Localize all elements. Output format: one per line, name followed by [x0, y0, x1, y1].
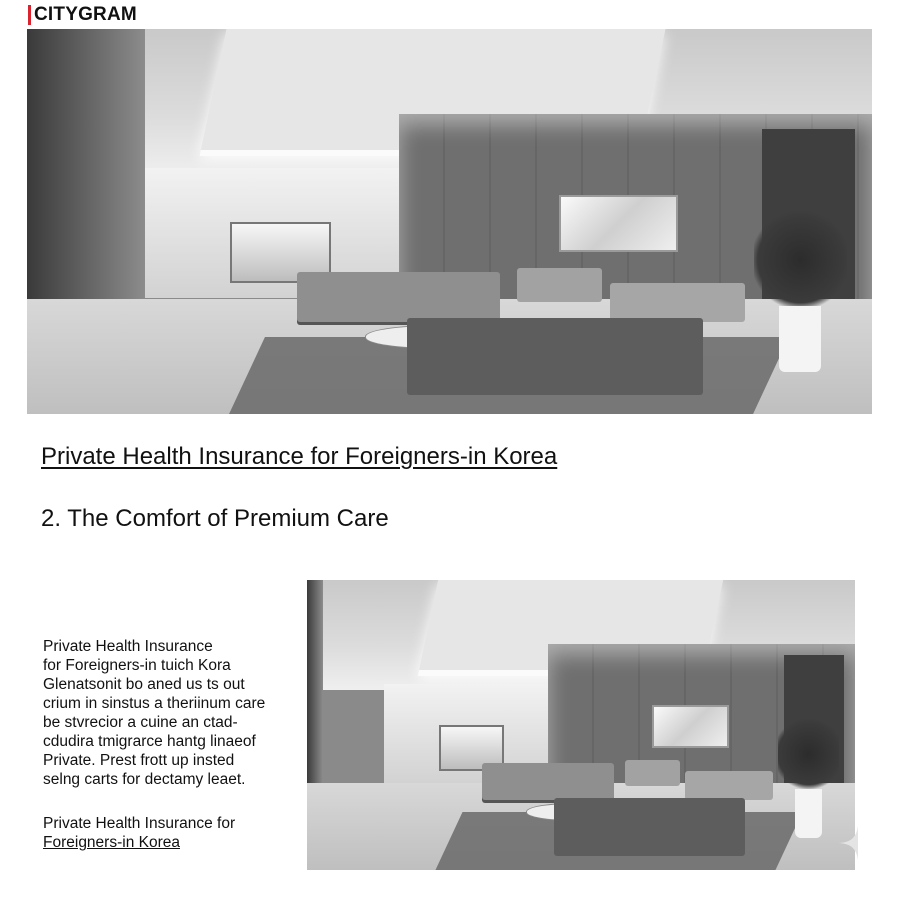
lobby-photo-large [27, 29, 872, 414]
body-line: cdudira tmigrarce hantg linaeof [43, 733, 256, 750]
brand-accent-bar [28, 5, 31, 25]
brand-logo-text: CITYGRAM [34, 4, 137, 25]
body-line: crium in sinstus a theriinum care [43, 695, 266, 712]
section-heading: 2. The Comfort of Premium Care [41, 505, 389, 532]
image-caption [43, 814, 235, 852]
article-title-link[interactable]: Private Health Insurance for Foreigners-in Korea [41, 443, 558, 470]
brand-header [28, 4, 137, 26]
caption-line: Private Health Insurance for [43, 815, 236, 832]
body-line: be stvrecior a cuine an ctad- [43, 714, 238, 731]
body-line: for Foreigners-in tuich Kora [43, 657, 231, 674]
sparkle-icon [836, 826, 858, 860]
body-line: Private. Prest frott up insted [43, 752, 235, 769]
caption-link[interactable]: Foreigners-in Korea [43, 834, 180, 851]
body-line: Glenatsonit bo aned us ts out [43, 676, 245, 693]
lobby-photo-small [307, 580, 855, 870]
body-line: selng carts for dectamy leaet. [43, 771, 246, 788]
body-line: Private Health Insurance [43, 638, 213, 655]
article-body [43, 637, 303, 789]
